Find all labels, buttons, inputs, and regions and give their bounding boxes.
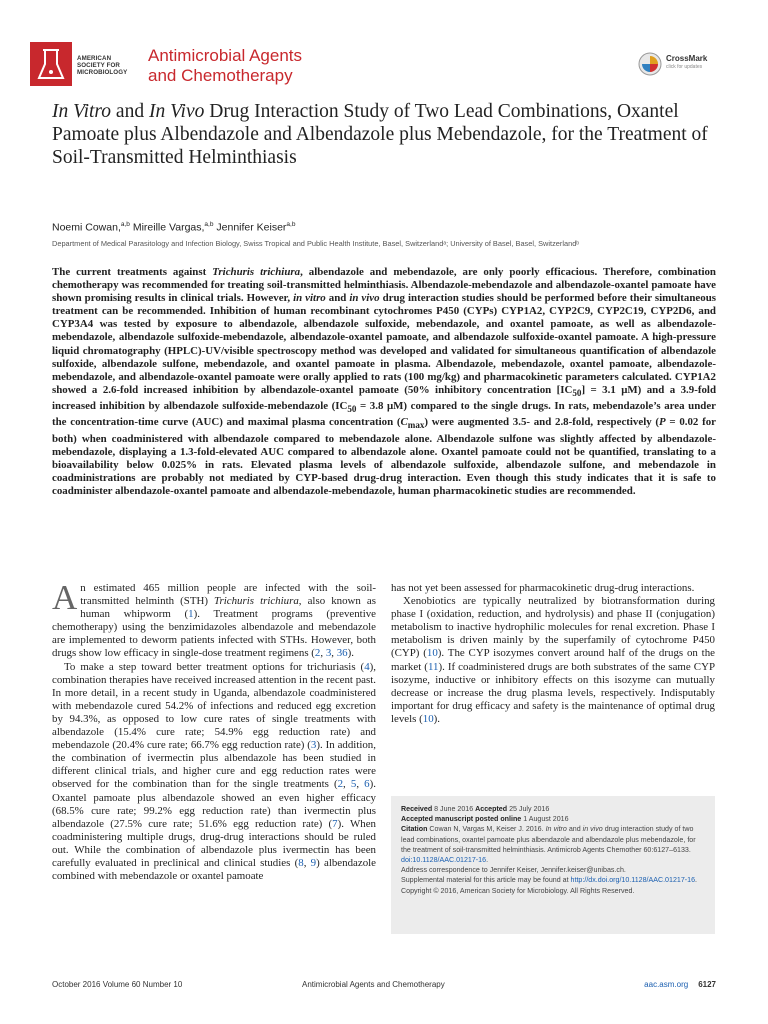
reference-link[interactable]: 36 <box>336 647 348 660</box>
reference-link[interactable]: 8 <box>298 856 304 869</box>
reference-link[interactable]: 1 <box>188 608 194 621</box>
online-date-line: Accepted manuscript posted online 1 August 2016 <box>401 815 569 824</box>
supplemental-link[interactable]: http://dx.doi.org/10.1128/AAC.01217-16 <box>570 876 696 885</box>
reference-link[interactable]: 4 <box>364 660 370 673</box>
reference-link[interactable]: 2 <box>314 647 321 660</box>
body-column-right <box>391 582 715 726</box>
reference-link[interactable]: 7 <box>332 817 338 830</box>
website-link[interactable]: aac.asm.org <box>644 980 689 989</box>
footer-journal-name: Antimicrobial Agents and Chemotherapy <box>302 980 445 989</box>
crossmark-badge[interactable] <box>638 52 738 78</box>
affiliation: Department of Medical Parasitology and Infection Biology, Swiss Tropical and Public Health Institute, Basel, Switzerlandᵃ; University of Basel, Basel, Switzerlandᵇ <box>52 239 580 248</box>
article-title: In Vitro and In Vivo Drug Interaction Study of Two Lead Combinations, Oxantel Pamoate plus Albendazole and Albendazole plus Mebendazole, for the Treatment of Soil-Transmitted Helminthiasis <box>52 101 708 168</box>
reference-link[interactable]: 10 <box>422 712 434 725</box>
body-paragraph: An estimated 465 million people are infected with the soil-transmitted helminth (STH) Trichuris trichiura, also known as human whipworm (1). Treatment programs (preventive chemotherapy) using the benzimidazoles albendazole and mebendazole are implemented to deworm patients infected with STHs. However, both drugs show low efficacy in single-dose treatment regimens (2, 3, 36). <box>52 578 377 660</box>
abstract: The current treatments against Trichuris trichiura, albendazole and mebendazole, are only poorly efficacious. Therefore, combination chemotherapy was recommended for treating soil-transmitted helminthiasis. Albendazole-mebendazole and albendazole-oxantel pamoate have shown promising results in clinical trials. However, in vitro and in vivo drug interaction studies should be performed before their simultaneous treatment can be recommended. Inhibition of human recombinant cytochromes P450 (CYPs) CYP1A2, CYP2C9, CYP2C19, CYP2D6, and CYP3A4 was tested by exposure to albendazole, albendazole sulfoxide, mebendazole, and oxantel pamoate, as well as albendazole-mebendazole, albendazole sulfoxide-mebendazole, albendazole-oxantel pamoate, and albendazole sulfoxide-oxantel pamoate. A high-pressure liquid chromatography (HPLC)-UV/visible spectroscopy method was developed and validated for simultaneous quantification of albendazole sulfoxide, albendazole sulfone, mebendazole, and oxantel pamoate in plasma. Albendazole, mebendazole, oxantel pamoate, albendazole-mebendazole, and albendazole-oxantel pamoate were orally applied to rats (100 mg/kg) and pharmacokinetic parameters calculated. CYP1A2 showed a 2.6-fold increased inhibition by albendazole-oxantel pamoate (50% inhibitory concentration $[IC_{50}] = 3.1$ μM) and a 3.9-fold increased inhibition by albendazole sulfoxide-mebendazole ($IC_{50} = 3.8$ μM) compared to the single drugs. In rats, mebendazole’s area under the concentration-time curve (AUC) and maximal plasma concentration $(C_{max})$ were augmented 3.5- and 2.8-fold, respectively (P = 0.02 for both) when coadministered with albendazole compared to mebendazole alone. Albendazole sulfone was slightly affected by albendazole-mebendazole, displaying a 1.3-fold-elevated AUC compared to albendazole alone. Oxantel pamoate could not be quantified, translating to a bioavailability below 0.025% in rats. Elevated plasma levels of albendazole sulfoxide, albendazole sulfone, and mebendazole in coadministrations are probably not mediated by CYP-based drug-drug interaction. Even though this study indicates that it is safe to coadminister albendazole-oxantel pamoate and albendazole-mebendazole, human pharmacokinetic studies are recommended. <box>52 266 717 498</box>
dates-line: Received 8 June 2016 Accepted 25 July 2016 <box>401 805 550 813</box>
issue-info: October 2016 Volume 60 Number 10 <box>52 980 183 989</box>
body-paragraph: To make a step toward better treatment options for trichuriasis (4), combination therapies have received increased attention in the recent past. In more detail, in a recent study in Uganda, albendazole coadministered with mebendazole cured 54.2% of infections and reduced egg excretion by 94.3%, as opposed to low cure rates of single treatments with albendazole (15.4% cure rate; 54.9% egg reduction rate) and mebendazole (20.4% cure rate; 66.7% egg reduction rate) (3). In addition, the combination of ivermectin plus albendazole has been studied in different clinical trials, and higher cure and egg reduction rates were observed for the combination than for the single treatments (2, 5, 6). Oxantel pamoate plus albendazole showed an even higher efficacy (68.5% cure rate; 99.2% egg reduction rate) than ivermectin plus albendazole (27.5% cure rate; 51.6% egg reduction rate) (7). When coadministering multiple drugs, drug-drug interactions should be ruled out. While the combination of albendazole plus ivermectin has been carefully evaluated in preclinical and clinical studies (8, 9) albendazole combined with mebendazole or oxantel pamoate <box>52 660 377 883</box>
reference-link[interactable]: 3 <box>310 739 317 752</box>
correspondence-line: Address correspondence to Jennifer Keiser, Jennifer.keiser@unibas.ch. <box>401 866 626 875</box>
body-paragraph: has not yet been assessed for pharmacokinetic drug-drug interactions. <box>391 582 695 594</box>
doi-link[interactable]: doi:10.1128/AAC.01217-16 <box>401 856 487 865</box>
page-number: 6127 <box>698 980 716 989</box>
journal-title[interactable]: Antimicrobial Agents and Chemotherapy <box>148 46 303 85</box>
author-name[interactable]: Mireille Vargas, <box>129 221 205 234</box>
reference-link[interactable]: 2 <box>337 778 344 791</box>
reference-link[interactable]: 3 <box>325 647 332 660</box>
footer-right <box>644 980 716 989</box>
journal-header <box>30 40 738 90</box>
reference-link[interactable]: 9 <box>310 856 317 869</box>
author-name[interactable]: Noemi Cowan, <box>52 221 121 234</box>
crossmark-label: CrossMark <box>666 54 708 63</box>
society-name: AMERICAN SOCIETY FOR MICROBIOLOGY <box>77 55 128 76</box>
asm-logo-icon <box>30 42 72 86</box>
author-list: Noemi Cowan,$^{a,b}$ Mireille Vargas,$^{a,b}$ Jennifer Keiser$^{a,b}$ <box>52 221 296 234</box>
body-column-left <box>52 578 377 883</box>
body-paragraph: Xenobiotics are typically neutralized by biotransformation during phase I (oxidation, reduction, and hydrolysis) and phase II (conjugation) metabolism to inactive hydrophilic molecules for renal excretion. Phase I metabolism is driven mainly by the superfamily of cytochrome P450 (CYP) (10). The CYP isozymes convert around half of the drugs on the market (11). If coadministered drugs are both substrates of the same CYP isozyme, inductive or inhibitory effects on this isozyme can mutually decrease or increase the drug plasma levels, respectively. Indisputably important for drug efficacy and safety is the maintenance of optimal drug levels (10). <box>391 595 715 725</box>
page-footer <box>52 980 716 994</box>
citation: Citation Cowan N, Vargas M, Keiser J. 2016. In vitro and in vivo drug interaction study of two lead combinations, oxantel pamoate plus albendazole and albendazole plus mebendazole, for the treatment of soil-transmitted helminthiasis. Antimicrob Agents Chemother 60:6127–6133. doi:10.1128/AAC.01217-16. <box>401 825 696 865</box>
article-info-box <box>391 796 715 934</box>
crossmark-icon <box>638 52 662 76</box>
author-name[interactable]: Jennifer Keiser <box>213 221 287 234</box>
reference-link[interactable]: 10 <box>426 647 438 660</box>
reference-link[interactable]: 6 <box>364 778 370 791</box>
drop-cap: A <box>52 578 78 617</box>
supplemental-line: Supplemental material for this article may be found at http://dx.doi.org/10.1128/AAC.01217-16. <box>401 876 698 885</box>
crossmark-sub-label: click for updates <box>666 64 703 70</box>
copyright-line: Copyright © 2016, American Society for Microbiology. All Rights Reserved. <box>401 886 635 895</box>
reference-link[interactable]: 5 <box>350 778 357 791</box>
reference-link[interactable]: 11 <box>427 660 439 673</box>
